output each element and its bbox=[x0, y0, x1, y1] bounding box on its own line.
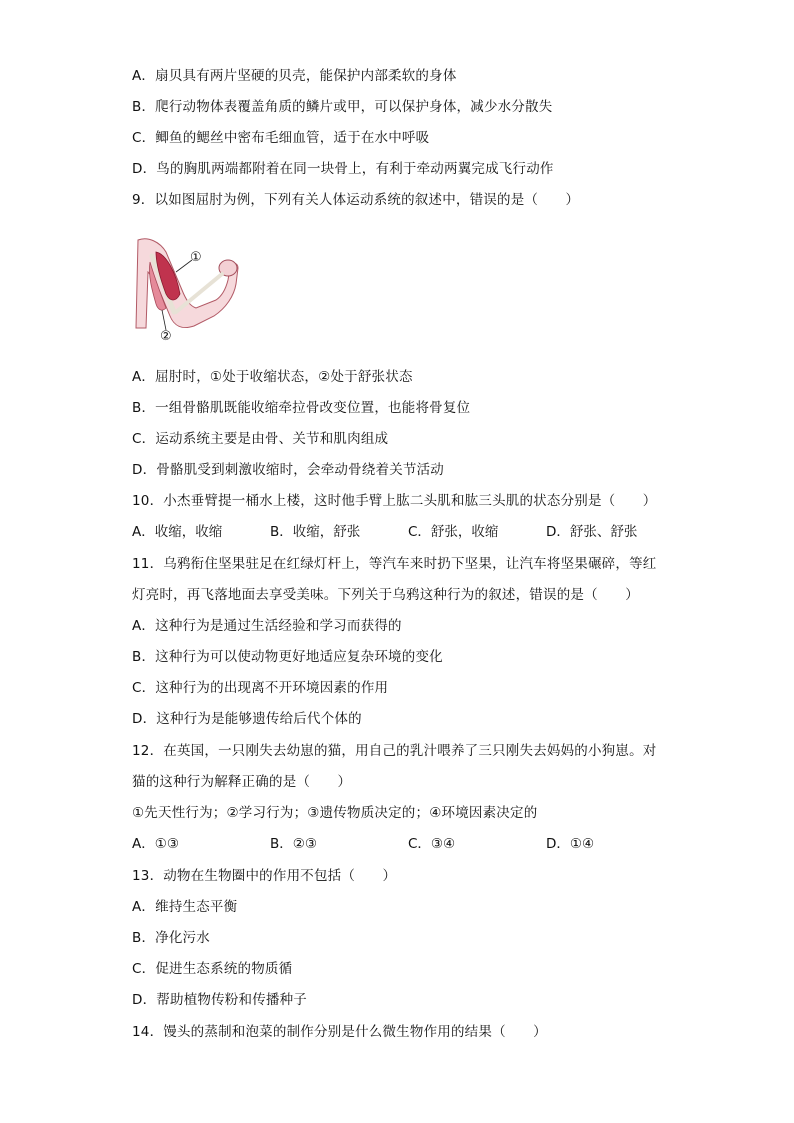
q8-option-c: C．鲫鱼的鳃丝中密布毛细血管，适于在水中呼吸 bbox=[132, 130, 430, 146]
q9-option-b: B．一组骨骼肌既能收缩牵拉骨改变位置，也能将骨复位 bbox=[132, 400, 471, 416]
q10-option-b: B．收缩，舒张 bbox=[270, 524, 361, 540]
q12-option-c: C．③④ bbox=[408, 836, 456, 852]
q8-option-b: B．爬行动物体表覆盖角质的鳞片或甲，可以保护身体，减少水分散失 bbox=[132, 99, 553, 115]
q11-option-d: D．这种行为是能够遗传给后代个体的 bbox=[132, 711, 362, 727]
q13-option-b: B．净化污水 bbox=[132, 930, 210, 946]
q10-option-d: D．舒张、舒张 bbox=[546, 524, 638, 540]
q14-stem: 14．馒头的蒸制和泡菜的制作分别是什么微生物作用的结果（ ） bbox=[132, 1024, 547, 1040]
q12-option-d: D．①④ bbox=[546, 836, 595, 852]
q10-stem: 10．小杰垂臂提一桶水上楼，这时他手臂上肱二头肌和肱三头肌的状态分别是（ ） bbox=[132, 493, 657, 509]
q11-option-c: C．这种行为的出现离不开环境因素的作用 bbox=[132, 680, 389, 696]
q9-option-c: C．运动系统主要是由骨、关节和肌肉组成 bbox=[132, 431, 389, 447]
q12-statements: ①先天性行为；②学习行为；③遗传物质决定的；④环境因素决定的 bbox=[132, 805, 538, 821]
q13-stem: 13．动物在生物圈中的作用不包括（ ） bbox=[132, 868, 397, 884]
q11-stem-line1: 11．乌鸦衔住坚果驻足在红绿灯杆上，等汽车来时扔下坚果，让汽车将坚果碾碎，等红 bbox=[132, 556, 657, 572]
q12-options-row bbox=[132, 835, 662, 853]
figure-label-1: ① bbox=[190, 250, 202, 265]
q12-option-b: B．②③ bbox=[270, 836, 317, 852]
q12-stem-line1: 12．在英国，一只刚失去幼崽的猫，用自己的乳汁喂养了三只刚失去妈妈的小狗崽。对 bbox=[132, 743, 657, 759]
q9-stem: 9．以如图屈肘为例，下列有关人体运动系统的叙述中，错误的是（ ） bbox=[132, 192, 580, 208]
arm-muscle-illustration bbox=[130, 232, 242, 348]
q10-option-c: C．舒张，收缩 bbox=[408, 524, 499, 540]
q11-option-b: B．这种行为可以使动物更好地适应复杂环境的变化 bbox=[132, 649, 443, 665]
elbow-flexion-figure bbox=[130, 232, 242, 348]
q10-option-a: A．收缩，收缩 bbox=[132, 524, 223, 540]
q13-option-c: C．促进生态系统的物质循 bbox=[132, 961, 293, 977]
figure-label-2: ② bbox=[160, 329, 172, 344]
q11-option-a: A．这种行为是通过生活经验和学习而获得的 bbox=[132, 618, 402, 634]
q11-stem-line2: 灯亮时，再飞落地面去享受美味。下列关于乌鸦这种行为的叙述，错误的是（ ） bbox=[132, 587, 639, 603]
q9-option-a: A．屈肘时，①处于收缩状态，②处于舒张状态 bbox=[132, 369, 413, 385]
q9-option-d: D．骨骼肌受到刺激收缩时，会牵动骨绕着关节活动 bbox=[132, 462, 444, 478]
q8-option-d: D．鸟的胸肌两端都附着在同一块骨上，有利于牵动两翼完成飞行动作 bbox=[132, 161, 554, 177]
q8-option-a: A．扇贝具有两片坚硬的贝壳，能保护内部柔软的身体 bbox=[132, 68, 457, 84]
q12-option-a: A．①③ bbox=[132, 836, 179, 852]
q13-option-d: D．帮助植物传粉和传播种子 bbox=[132, 992, 307, 1008]
q13-option-a: A．维持生态平衡 bbox=[132, 899, 238, 915]
q12-stem-line2: 猫的这种行为解释正确的是（ ） bbox=[132, 774, 352, 790]
q10-options-row bbox=[132, 523, 662, 541]
